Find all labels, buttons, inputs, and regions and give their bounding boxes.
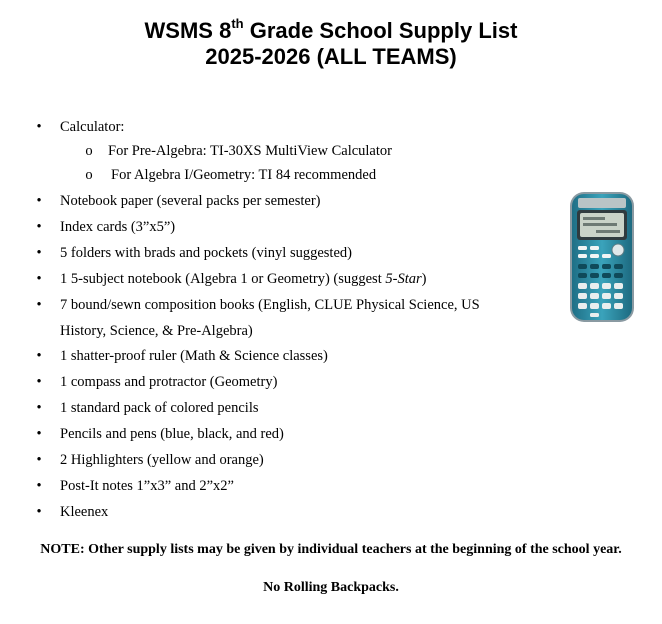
list-item-compass: • 1 compass and protractor (Geometry) (60, 369, 530, 395)
list-item-kleenex: • Kleenex (60, 499, 530, 525)
list-item-highlighters: • 2 Highlighters (yellow and orange) (60, 447, 530, 473)
list-item-colored-pencils: • 1 standard pack of colored pencils (60, 395, 530, 421)
sub-item-algebra: o For Algebra I/Geometry: TI 84 recommended (111, 163, 376, 187)
list-item-post-it: • Post-It notes 1”x3” and 2”x2” (60, 473, 530, 499)
bullet-icon: • (36, 297, 42, 313)
bullet-icon: • (36, 504, 42, 520)
document-title (0, 15, 662, 70)
bullet-icon: • (36, 452, 42, 468)
list-item-pencils-pens: • Pencils and pens (blue, black, and red) (60, 421, 530, 447)
title-line-2: 2025-2026 (ALL TEAMS) (205, 44, 457, 69)
list-item-composition-books: • 7 bound/sewn composition books (English, CLUE Physical Science, US History, Science, & Pre-Algebra) (60, 292, 530, 344)
bullet-icon: • (36, 426, 42, 442)
note-text: NOTE: Other supply lists may be given by individual teachers at the beginning of the school year. (40, 542, 622, 557)
list-item-ruler: • 1 shatter-proof ruler (Math & Science classes) (60, 343, 530, 369)
bullet-icon: • (36, 193, 42, 209)
title-line-1: WSMS 8th Grade School Supply List (144, 15, 518, 43)
bullet-icon: • (36, 271, 42, 287)
bullet-icon: • (36, 219, 42, 235)
sub-bullet-icon: o (85, 167, 93, 183)
list-item-notebook-paper: • Notebook paper (several packs per semester) (60, 188, 530, 214)
bullet-icon: • (36, 245, 42, 261)
sub-item-pre-algebra: o For Pre-Algebra: TI-30XS MultiView Calculator (108, 139, 392, 163)
no-rolling-backpacks: No Rolling Backpacks. (263, 580, 399, 595)
calculator-icon (566, 190, 638, 331)
list-item-calculator: • Calculator: (60, 114, 530, 140)
bullet-icon: • (36, 374, 42, 390)
bullet-icon: • (36, 119, 42, 135)
bullet-icon: • (36, 400, 42, 416)
bullet-icon: • (36, 348, 42, 364)
list-item-folders: • 5 folders with brads and pockets (vinyl suggested) (60, 240, 530, 266)
sub-bullet-icon: o (85, 143, 93, 159)
bullet-icon: • (36, 478, 42, 494)
list-item-index-cards: • Index cards (3”x5”) (60, 214, 530, 240)
list-item-subject-notebook: • 1 5-subject notebook (Algebra 1 or Geometry) (suggest 5-Star) (60, 266, 530, 292)
